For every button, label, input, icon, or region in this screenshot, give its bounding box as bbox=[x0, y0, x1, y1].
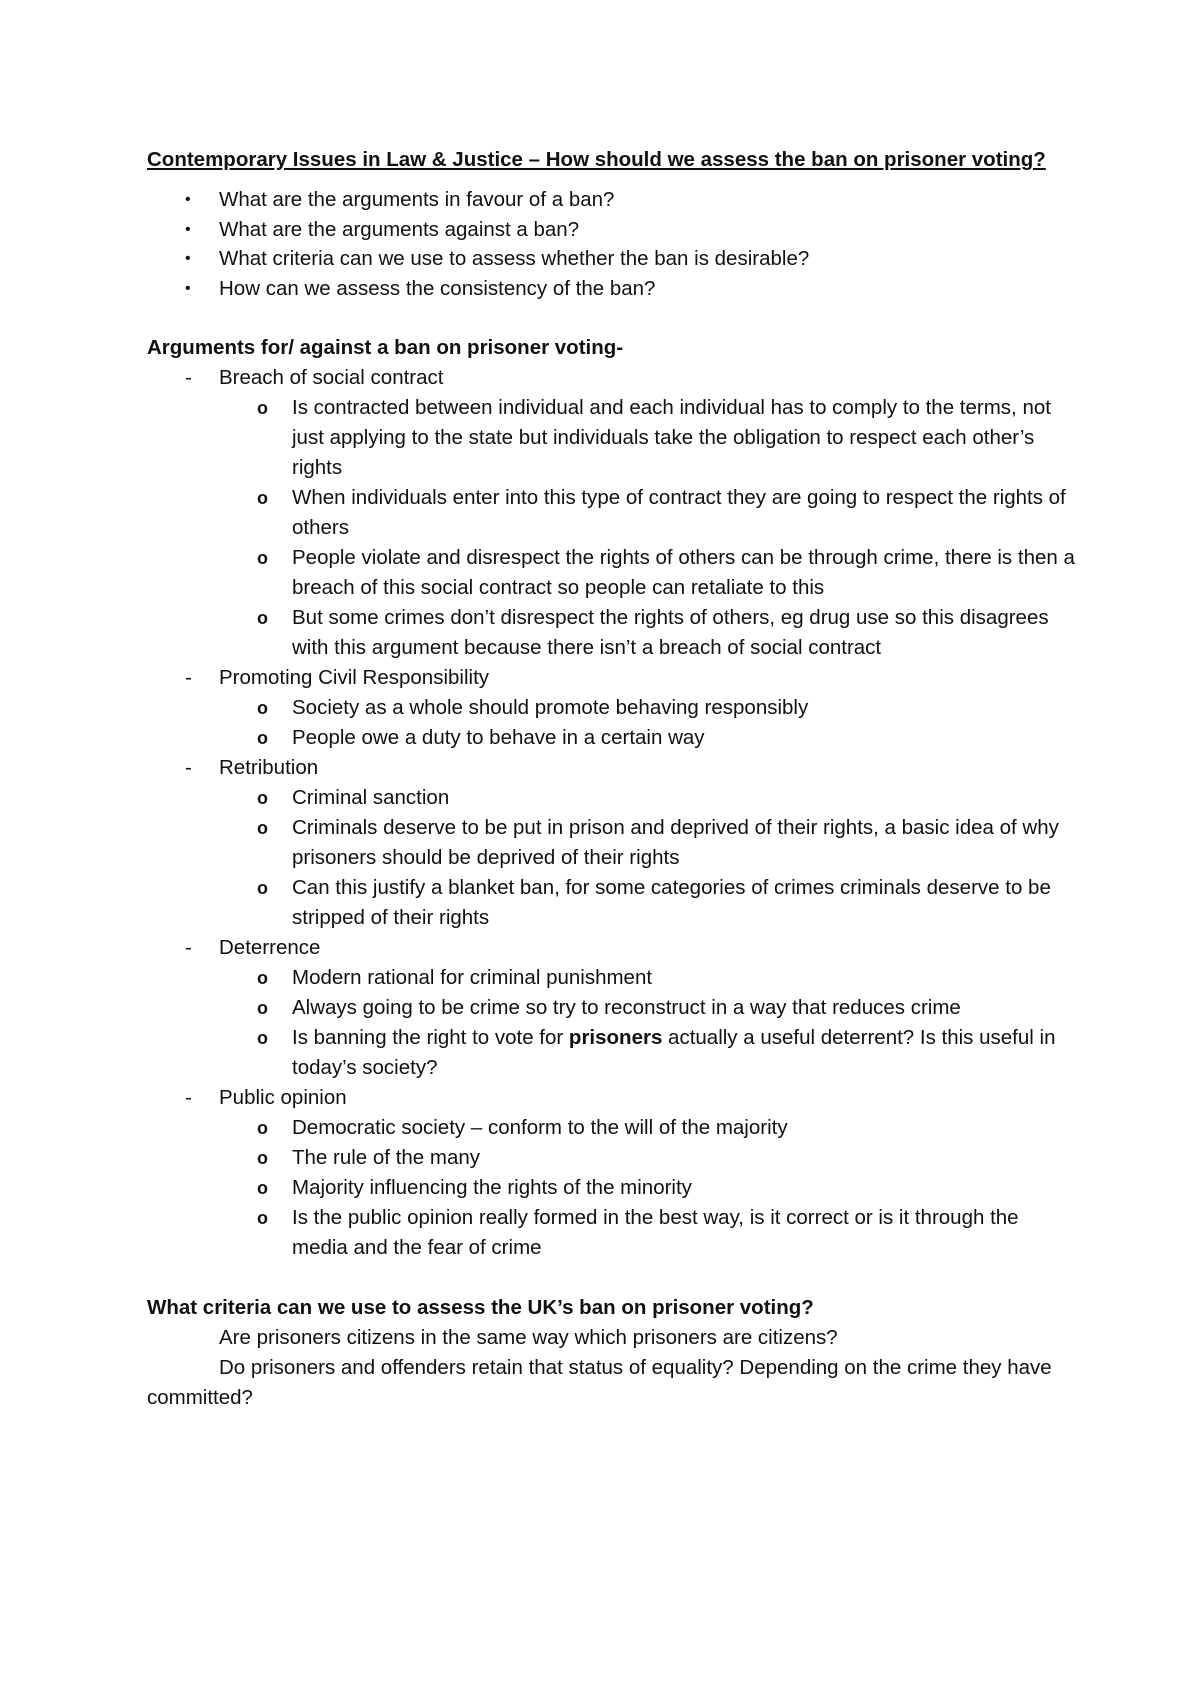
topic-points bbox=[147, 1113, 1077, 1263]
topic-label: Retribution bbox=[219, 756, 319, 779]
point-text: Democratic society – conform to the will of the majority bbox=[292, 1116, 788, 1139]
document-title: Contemporary Issues in Law & Justice – How should we assess the ban on prisoner voting? bbox=[147, 148, 1046, 171]
point-text: Is the public opinion really formed in the best way, is it correct or is it through the media and the fear of crime bbox=[292, 1206, 1019, 1259]
point-text: Criminal sanction bbox=[292, 786, 450, 809]
point-text: But some crimes don’t disrespect the rights of others, eg drug use so this disagrees with this argument because there isn’t a breach of social contract bbox=[292, 606, 1049, 659]
point-text-part: actually a useful deterrent? Is this useful in today’s society? bbox=[292, 1026, 1056, 1079]
point-text: Modern rational for criminal punishment bbox=[292, 966, 653, 989]
point-item bbox=[147, 543, 1077, 603]
circle-marker: o bbox=[257, 548, 268, 568]
question-item bbox=[147, 244, 1077, 274]
point-item bbox=[147, 813, 1077, 873]
circle-marker: o bbox=[257, 998, 268, 1018]
circle-marker: o bbox=[257, 818, 268, 838]
point-text: Is contracted between individual and each individual has to comply to the terms, not just applying to the state but individuals take the obligation to respect each other’s rights bbox=[292, 396, 1051, 479]
question-item bbox=[147, 185, 1077, 215]
point-text: Always going to be crime so try to reconstruct in a way that reduces crime bbox=[292, 996, 961, 1019]
topic-breach-of-social-contract bbox=[147, 363, 1077, 393]
circle-marker: o bbox=[257, 1028, 268, 1048]
point-item bbox=[147, 873, 1077, 933]
point-text: The rule of the many bbox=[292, 1146, 481, 1169]
circle-marker: o bbox=[257, 698, 268, 718]
circle-marker: o bbox=[257, 788, 268, 808]
point-text: Society as a whole should promote behaving responsibly bbox=[292, 696, 809, 719]
circle-marker: o bbox=[257, 878, 268, 898]
point-text: People owe a duty to behave in a certain way bbox=[292, 726, 705, 749]
bullet-marker: • bbox=[185, 191, 191, 208]
criteria-paragraph: Do prisoners and offenders retain that status of equality? Depending on the crime they have committed? bbox=[147, 1356, 1052, 1409]
topic-retribution bbox=[147, 753, 1077, 783]
topic-label: Promoting Civil Responsibility bbox=[219, 666, 490, 689]
topic-promoting-civil-responsibility bbox=[147, 663, 1077, 693]
point-item bbox=[147, 603, 1077, 663]
circle-marker: o bbox=[257, 488, 268, 508]
question-text: What are the arguments against a ban? bbox=[219, 217, 580, 241]
topic-points bbox=[147, 783, 1077, 933]
circle-marker: o bbox=[257, 1148, 268, 1168]
point-text bbox=[292, 1026, 1055, 1079]
topic-deterrence bbox=[147, 933, 1077, 963]
question-text: How can we assess the consistency of the ban? bbox=[219, 276, 656, 300]
circle-marker: o bbox=[257, 728, 268, 748]
circle-marker: o bbox=[257, 398, 268, 418]
dash-marker: - bbox=[185, 756, 192, 779]
point-item bbox=[147, 993, 1077, 1023]
question-item bbox=[147, 274, 1077, 304]
point-item bbox=[147, 1173, 1077, 1203]
point-item bbox=[147, 393, 1077, 483]
point-text: Criminals deserve to be put in prison and deprived of their rights, a basic idea of why prisoners should be deprived of their rights bbox=[292, 816, 1059, 869]
topic-label: Deterrence bbox=[219, 936, 321, 959]
point-item bbox=[147, 963, 1077, 993]
point-item bbox=[147, 723, 1077, 753]
point-item bbox=[147, 693, 1077, 723]
circle-marker: o bbox=[257, 968, 268, 988]
point-text: When individuals enter into this type of contract they are going to respect the rights of others bbox=[292, 486, 1066, 539]
topic-points bbox=[147, 393, 1077, 663]
bullet-marker: • bbox=[185, 220, 191, 238]
dash-marker: - bbox=[185, 936, 192, 959]
point-text-part: Is banning the right to vote for bbox=[292, 1026, 569, 1049]
topic-label: Breach of social contract bbox=[219, 366, 444, 389]
circle-marker: o bbox=[257, 1178, 268, 1198]
circle-marker: o bbox=[257, 1208, 268, 1228]
topic-public-opinion bbox=[147, 1083, 1077, 1113]
dash-marker: - bbox=[185, 666, 192, 689]
section-heading-arguments: Arguments for/ against a ban on prisoner voting- bbox=[147, 336, 624, 359]
topic-points bbox=[147, 693, 1077, 753]
topic-label: Public opinion bbox=[219, 1086, 347, 1109]
point-item bbox=[147, 783, 1077, 813]
question-item bbox=[147, 215, 1077, 245]
bullet-marker: • bbox=[185, 250, 191, 267]
point-text: People violate and disrespect the rights of others can be through crime, there is then a breach of this social contract so people can retaliate to this bbox=[292, 546, 1075, 599]
criteria-paragraph: Are prisoners citizens in the same way which prisoners are citizens? bbox=[219, 1326, 838, 1349]
spacer bbox=[147, 1263, 1077, 1293]
point-text: Majority influencing the rights of the minority bbox=[292, 1176, 692, 1199]
question-text: What criteria can we use to assess whether the ban is desirable? bbox=[219, 247, 810, 270]
point-item bbox=[147, 1203, 1077, 1263]
circle-marker: o bbox=[257, 608, 268, 628]
circle-marker: o bbox=[257, 1118, 268, 1138]
question-text: What are the arguments in favour of a ban? bbox=[219, 188, 615, 211]
question-list bbox=[147, 185, 1077, 303]
section-heading-criteria: What criteria can we use to assess the UK’s ban on prisoner voting? bbox=[147, 1296, 814, 1319]
point-text-bold: prisoners bbox=[568, 1026, 663, 1049]
document-page bbox=[147, 145, 1077, 1413]
point-item bbox=[147, 1143, 1077, 1173]
point-item bbox=[147, 1023, 1077, 1083]
point-text: Can this justify a blanket ban, for some categories of crimes criminals deserve to be stripped of their rights bbox=[292, 876, 1051, 929]
point-item bbox=[147, 483, 1077, 543]
bullet-marker: • bbox=[185, 279, 191, 297]
point-item bbox=[147, 1113, 1077, 1143]
topic-points bbox=[147, 963, 1077, 1083]
dash-marker: - bbox=[185, 1086, 192, 1109]
dash-marker: - bbox=[185, 366, 192, 389]
